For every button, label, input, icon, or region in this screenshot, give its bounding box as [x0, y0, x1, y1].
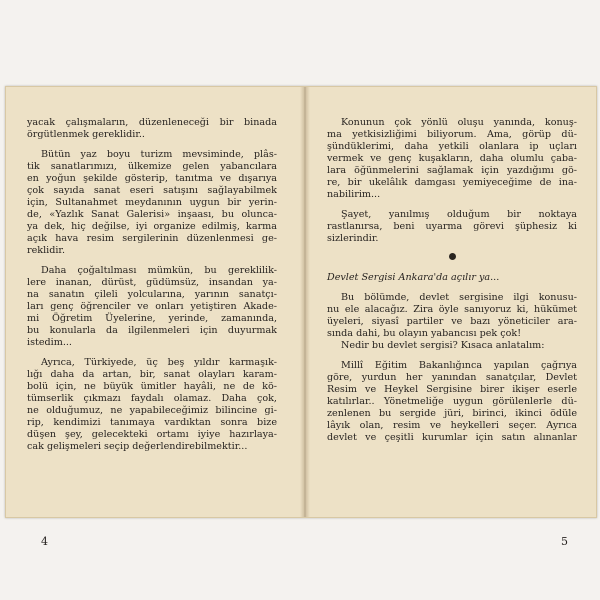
- section-divider-dot: [449, 253, 456, 260]
- paragraph: yacak çalışmaların, düzenleneceği bir binada örgütlenmek gereklidir..: [27, 117, 277, 140]
- page-number-left: 4: [41, 535, 48, 548]
- book-gutter: [300, 87, 310, 517]
- page-number-right: 5: [561, 535, 568, 548]
- right-page: [327, 117, 577, 452]
- paragraph: Bütün yaz boyu turizm mevsiminde, plâs- tik sanatlarımızı, ülkemize gelen yabancılara en yoğun şekilde gösterip, tanıtma ve dışarıya çok sayıda sanat eseri satışını sağlayabilmek için, Sultanahmet meydanının uygun bir yerin- de, «Yazlık Sanat Galerisi» inşaası, bu olunca- ya dek, hiç değilse, iyi organize edilmiş, karma açık hava resim sergilerinin düzenlenmesi ge- reklidir.: [27, 149, 277, 256]
- paragraph: Şayet, yanılmış olduğum bir noktaya rastlanırsa, beni uyarma görevi şüphesiz ki sizlerindir.: [327, 209, 577, 244]
- paragraph: Daha çoğaltılması mümkün, bu gereklilik- lere inanan, dürüst, güdümsüz, insandan ya- na sanatın çileli yolcularına, yarının sanatçı- ları genç öğrenciler ve onları yetiştiren Akade- mi Öğretim Üyelerine, yerinde, zamanında, bu konularla da ilgilenmeleri için duyurmak istedim...: [27, 265, 277, 348]
- paragraph: Millî Eğitim Bakanlığınca yapılan çağrıya göre, yurdun her yanından sanatçılar, Devlet Resim ve Heykel Sergisine birer ikişer eserle katılırlar.. Yönetmeliğe uygun görülenlerle dü- zenlenen bu sergide jüri, birinci, ikinci ödüle lâyık olan, resim ve heykelleri seçer. Ayrıca devlet ve çeşitli kurumlar için satın alınanlar: [327, 360, 577, 443]
- section-title: Devlet Sergisi Ankara'da açılır ya...: [327, 272, 500, 283]
- paragraph: Konunun çok yönlü oluşu yanında, konuş- ma yetkisizliğimi biliyorum. Ama, görüp dü- şündüklerimi, daha yetkili olanlara ip uçları vermek ve genç kuşakların, daha olumlu çaba- lara öğünmelerini sağlamak için yazdığımı gö- re, bir ukelâlık damgası yemiyeceğime de ina- nabilirim...: [327, 117, 577, 200]
- book-spread: [5, 86, 597, 548]
- paragraph: Ayrıca, Türkiyede, üç beş yıldır karmaşık- lığı daha da artan, bir, sanat olayları karam- bolü için, ne büyük ümitler hayâli, ne de kö- tümserlik çıkmazı faydalı olamaz. Daha çok, ne olduğumuz, ne yapabileceğimiz bilincine gi- rip, kendimizi tanımaya vardıktan sonra bize düşen şey, gelecekteki ortamı iyiye hazırlaya- cak gelişmeleri seçip değerlendirebilmektir...: [27, 357, 277, 452]
- left-page: [27, 117, 277, 461]
- paragraph: Nedir bu devlet sergisi? Kısaca anlatalım:: [341, 340, 545, 351]
- paragraph: Bu bölümde, devlet sergisine ilgi konusu- nu ele alacağız. Zira öyle sanıyoruz ki, hükümet üyeleri, siyasî partiler ve bazı yöneticiler ara- sında dahi, bu olayın yabancısı pek çok!: [327, 292, 577, 339]
